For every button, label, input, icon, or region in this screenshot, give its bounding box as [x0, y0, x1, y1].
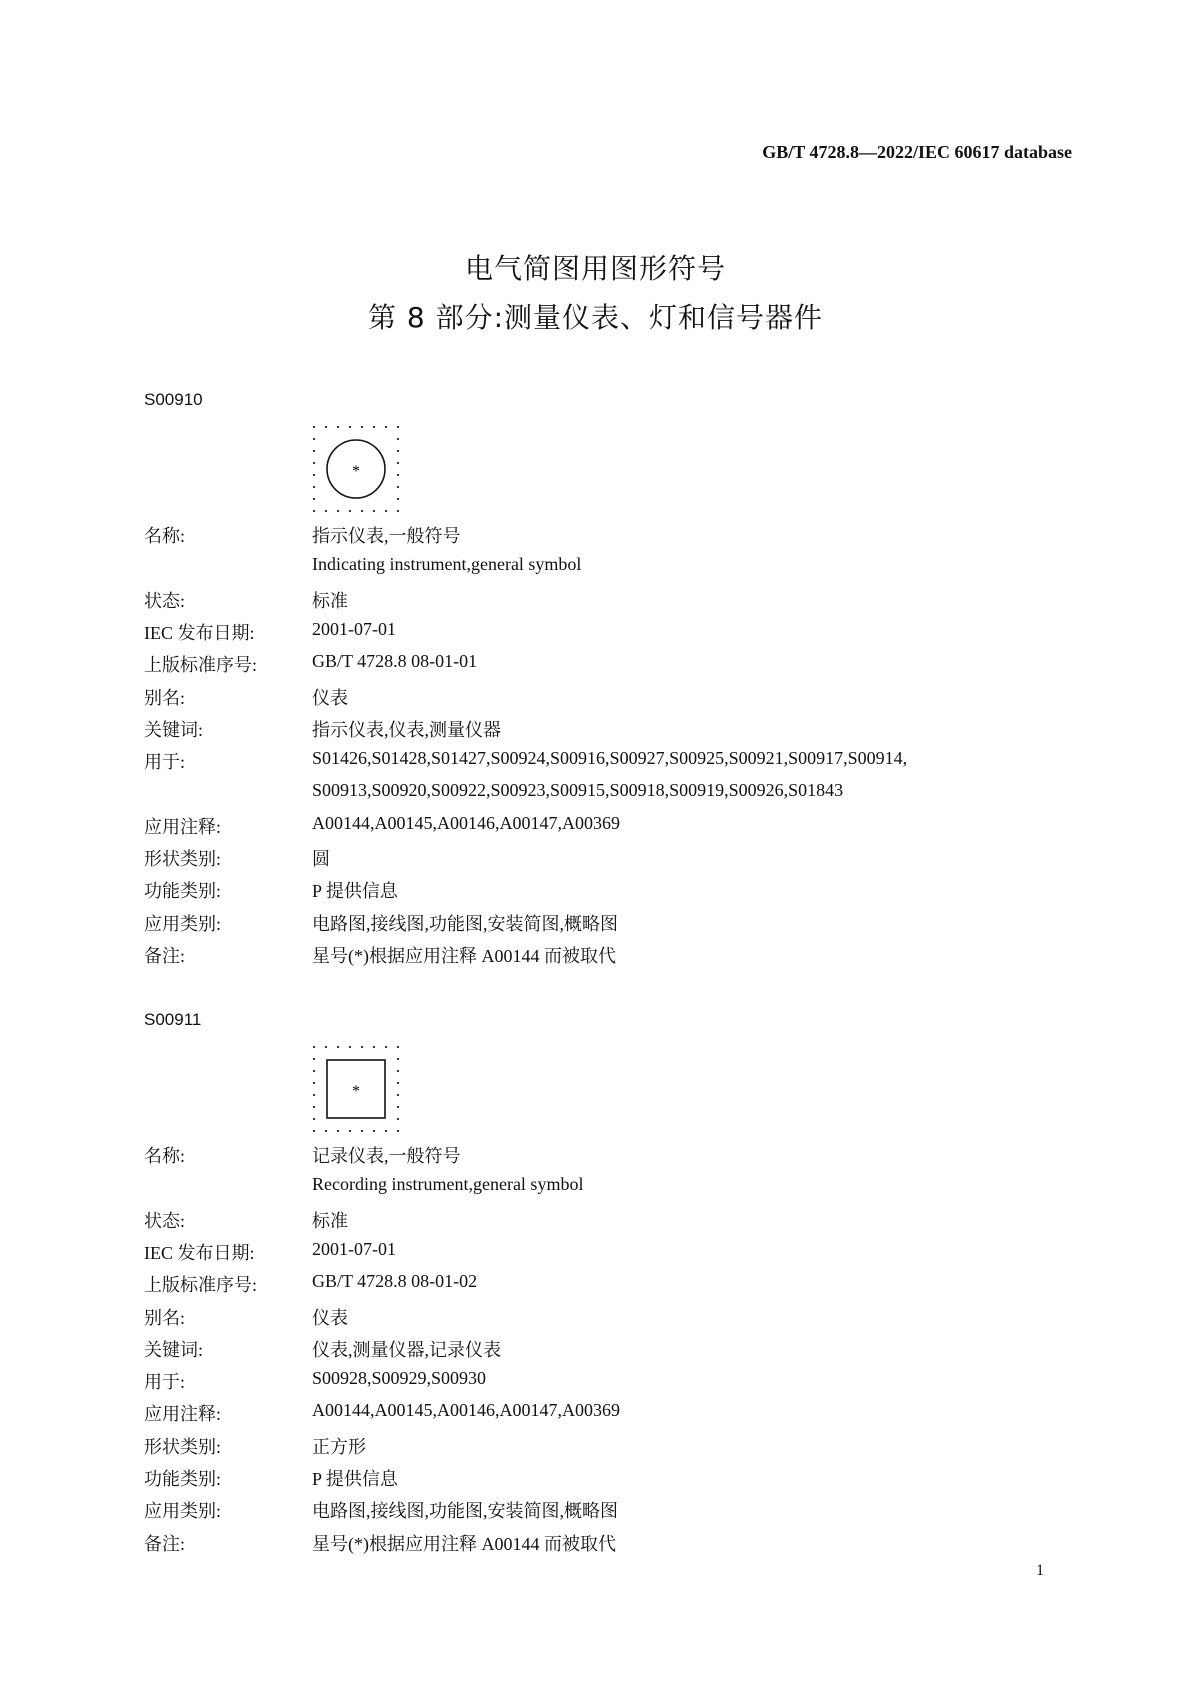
- field-label: 上版标准序号:: [144, 655, 258, 676]
- symbol-code: S00910: [144, 390, 203, 409]
- field-label: 应用注释:: [144, 1404, 222, 1425]
- field-value: 指示仪表,仪表,测量仪器: [312, 719, 501, 740]
- field-label: IEC 发布日期:: [144, 622, 255, 643]
- field-value: Indicating instrument,general symbol: [312, 554, 582, 575]
- field-label: 功能类别:: [144, 881, 222, 902]
- symbol-code: S00911: [144, 1010, 202, 1029]
- title-line-2: 第 8 部分:测量仪表、灯和信号器件: [367, 301, 824, 334]
- field-value: S00913,S00920,S00922,S00923,S00915,S00918,S00919,S00926,S01843: [312, 780, 844, 801]
- field-value: A00144,A00145,A00146,A00147,A00369: [312, 812, 620, 833]
- field-value: 电路图,接线图,功能图,安装简图,概略图: [312, 1501, 618, 1522]
- field-label: 名称:: [144, 526, 186, 546]
- field-value: 仪表: [312, 1307, 348, 1328]
- field-value: 电路图,接线图,功能图,安装简图,概略图: [312, 913, 618, 934]
- field-label: 用于:: [144, 752, 186, 773]
- field-value: 指示仪表,一般符号: [312, 526, 461, 546]
- field-value: 圆: [312, 849, 330, 869]
- field-label: 备注:: [144, 945, 186, 966]
- field-label: 形状类别:: [144, 1436, 222, 1457]
- field-value: 标准: [312, 590, 348, 611]
- field-value: GB/T 4728.8 08-01-02: [312, 1271, 478, 1292]
- field-value: Recording instrument,general symbol: [312, 1174, 584, 1195]
- field-label: 功能类别:: [144, 1469, 222, 1489]
- field-label: 关键词:: [144, 719, 204, 740]
- field-value: 记录仪表,一般符号: [312, 1146, 461, 1166]
- field-value: P 提供信息: [312, 881, 398, 902]
- field-value: A00144,A00145,A00146,A00147,A00369: [312, 1400, 620, 1421]
- field-value: 正方形: [312, 1436, 366, 1457]
- recording-instrument-symbol: [308, 1043, 404, 1135]
- field-label: 应用类别:: [144, 913, 222, 934]
- field-value: GB/T 4728.8 08-01-01: [312, 651, 478, 672]
- field-value: 2001-07-01: [312, 1238, 396, 1259]
- field-label: IEC 发布日期:: [144, 1242, 255, 1263]
- title-line-1: 电气简图用图形符号: [464, 252, 726, 285]
- field-label: 备注:: [144, 1533, 186, 1554]
- field-label: 别名:: [144, 1307, 186, 1328]
- field-label: 应用类别:: [144, 1501, 222, 1522]
- field-label: 上版标准序号:: [144, 1275, 258, 1296]
- field-value: S00928,S00929,S00930: [312, 1368, 487, 1389]
- field-label: 名称:: [144, 1146, 186, 1166]
- field-value: 标准: [312, 1210, 348, 1231]
- document-header: GB/T 4728.8—2022/IEC 60617 database: [762, 142, 1072, 162]
- field-value: 仪表: [312, 687, 348, 708]
- field-value: S01426,S01428,S01427,S00924,S00916,S00927,S00925,S00921,S00917,S00914,: [312, 748, 908, 769]
- field-label: 别名:: [144, 687, 186, 708]
- field-label: 状态:: [144, 590, 186, 611]
- field-label: 用于:: [144, 1372, 186, 1393]
- field-label: 形状类别:: [144, 849, 222, 869]
- field-label: 状态:: [144, 1210, 186, 1231]
- field-value: 2001-07-01: [312, 618, 396, 639]
- field-value: 星号(*)根据应用注释 A00144 而被取代: [312, 1533, 616, 1554]
- asterisk-mark: *: [352, 1083, 360, 1100]
- field-value: 仪表,测量仪器,记录仪表: [312, 1339, 501, 1360]
- field-value: 星号(*)根据应用注释 A00144 而被取代: [312, 945, 616, 966]
- page-number: 1: [1036, 1562, 1044, 1579]
- field-value: P 提供信息: [312, 1469, 398, 1489]
- asterisk-mark: *: [352, 463, 360, 480]
- field-label: 应用注释:: [144, 816, 222, 837]
- indicating-instrument-symbol: [308, 423, 404, 515]
- field-label: 关键词:: [144, 1339, 204, 1360]
